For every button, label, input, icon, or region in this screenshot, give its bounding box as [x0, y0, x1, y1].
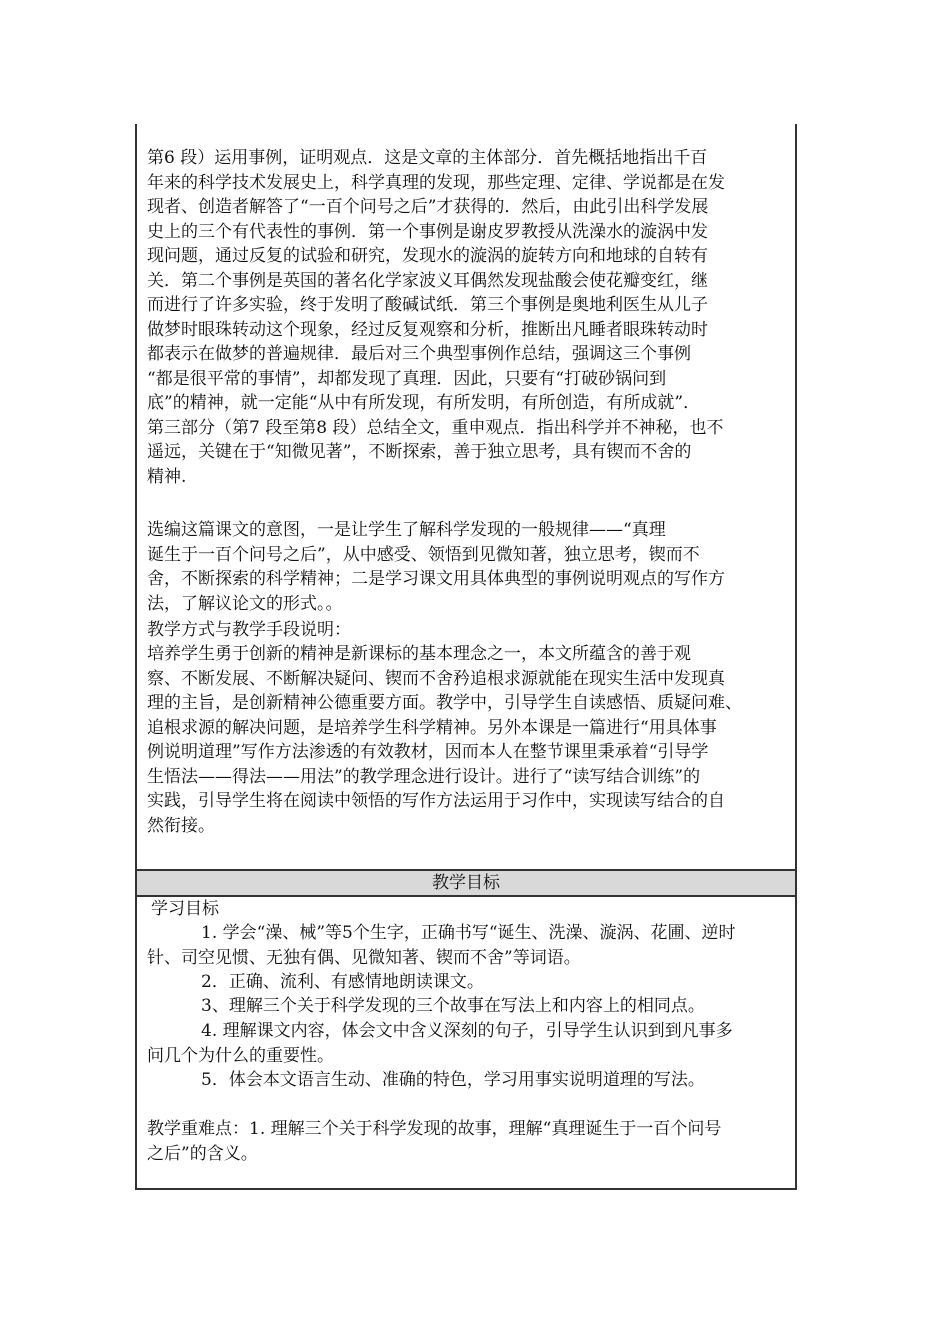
text-analysis-paragraph: 第6 段）运用事例，证明观点．这是文章的主体部分．首先概括地指出千百 年来的科学技术发展史上，科学真理的发现，那些定理、定律、学说都是在发 现者、创造者解答了“一百个问号之后”才获得的．然后，由此引出科学发展 史上的三个有代表性的事例．第一个事例是谢皮罗教授从洗澡水的漩涡中发 现问题，通过反复的试验和研究，发现水的漩涡的旋转方向和地球的自转有 关．第二个事例是英国的著名化学家波义耳偶然发现盐酸会使花瓣变红，继 而进行了许多实验，终于发明了酸碱试纸．第三个事例是奥地利医生从儿子 做梦时眼珠转动这个现象，经过反复观察和分析，推断出凡睡者眼珠转动时 都表示在做梦的普遍规律．最后对三个典型事例作总结，强调这三个事例 “都是很平常的事情”，却都发现了真理．因此，只要有“打破砂锅问到 底”的精神，就一定能“从中有所发现，有所发明，有所创造，有所成就”． 第三部分（第7 段至第8 段）总结全文，重申观点．指出科学并不神秘，也不 遥远，关键在于“知微见著”，不断探索，善于独立思考，具有锲而不舍的 精神. [147, 148, 725, 487]
key-difficulty: 教学重难点：1. 理解三个关于科学发现的故事，理解“真理诞生于一百个问号 之后”的含义。 [147, 1119, 722, 1164]
objective-item-1: 1. 学会“澡、械”等5个生字，正确书写“诞生、洗澡、漩涡、花圃、逆时 针、司空见惯、无独有偶、见微知著、锲而不舍”等词语。 [147, 923, 736, 968]
objectives-header: 教学目标 [137, 869, 795, 897]
lesson-plan-table [135, 124, 797, 1190]
method-paragraph: 培养学生勇于创新的精神是新课标的基本理念之一，本文所蕴含的善于观 察、不断发展、不断解决疑问、锲而不舍矜追根求源就能在现实生活中发现真 理的主旨，是创新精神公德重要方面。教学中，引导学生自读感悟、质疑问难、 追根求源的解决问题，是培养学生科学精神。另外本课是一篇进行“用具体事 例说明道理”写作方法渗透的有效教材，因而本人在整节课里秉承着“引导学 生悟法——得法——用法”的教学理念进行设计。进行了“读写结合训练”的 实践，引导学生将在阅读中领悟的写作方法运用于习作中，实现读写结合的自 然衔接。 [147, 644, 742, 836]
method-title: 教学方式与教学手段说明： [147, 620, 351, 640]
intent-paragraph: 选编这篇课文的意图，一是让学生了解科学发现的一般规律——“真理 诞生于一百个问号之后”，从中感受、领悟到见微知著，独立思考，锲而不 舍，不断探索的科学精神；二是学习课文用具体典型的事例说明观点的写作方 法，了解议论文的形式。。 [147, 520, 725, 614]
objective-item-5: 5．体会本文语言生动、准确的特色，学习用事实说明道理的写法。 [201, 1070, 705, 1090]
objective-item-4: 4. 理解课文内容，体会文中含义深刻的句子，引导学生认识到到凡事多 问几个为什么的重要性。 [147, 1021, 733, 1066]
objective-item-2: 2．正确、流利、有感情地朗读课文。 [201, 972, 484, 992]
objectives-label: 学习目标 [151, 899, 219, 919]
objective-item-3: 3、理解三个关于科学发现的三个故事在写法上和内容上的相同点。 [201, 996, 705, 1016]
